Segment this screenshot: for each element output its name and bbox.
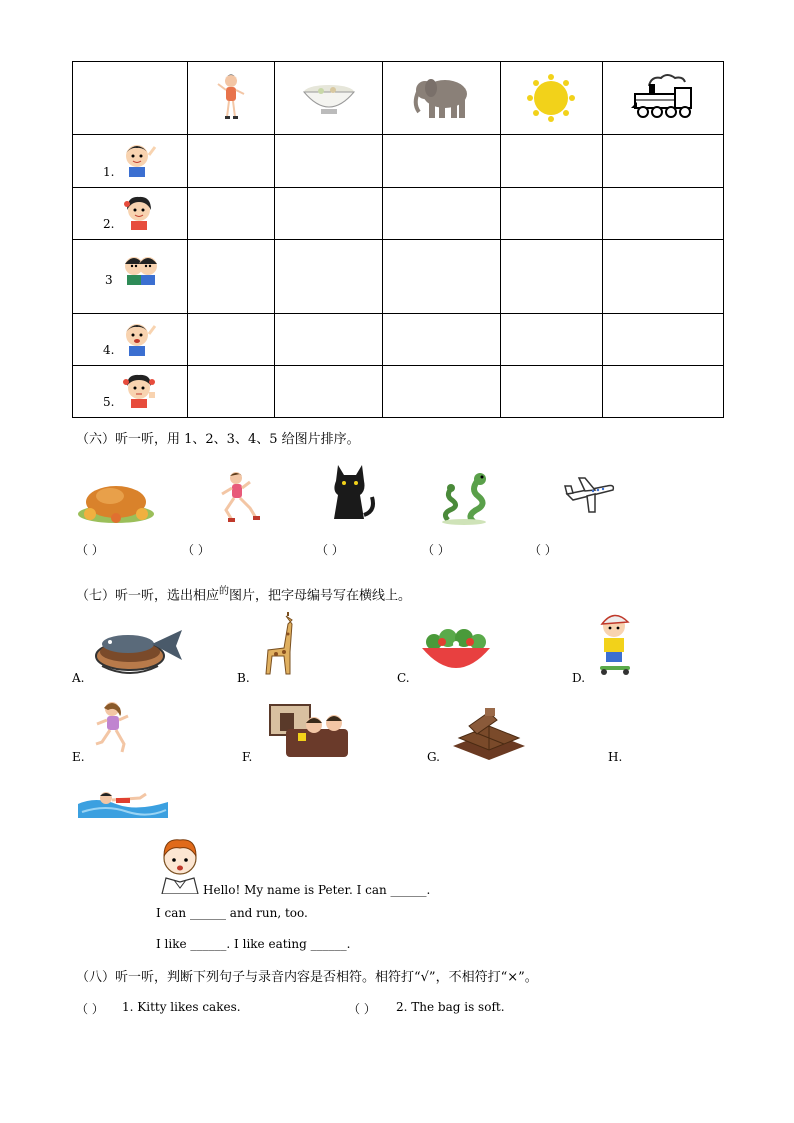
header-cell-train <box>603 62 724 135</box>
answer-cell[interactable] <box>501 135 603 188</box>
boy-waving-icon <box>121 141 157 177</box>
peter-line-3: I like ______. I like eating ______. <box>156 937 351 951</box>
airplane-icon <box>563 474 617 518</box>
answer-bracket[interactable]: （ ） <box>348 1002 376 1016</box>
girl-dancing-icon <box>216 72 246 124</box>
answer-bracket[interactable]: （ ） <box>316 543 344 557</box>
black-cat-icon <box>330 461 378 523</box>
option-letter: H. <box>608 750 623 764</box>
header-cell-elephant <box>383 62 501 135</box>
listening-table <box>72 61 724 418</box>
option-letter: B. <box>237 671 250 685</box>
roast-chicken-icon <box>76 474 156 526</box>
giraffe-icon <box>258 612 306 678</box>
answer-cell[interactable] <box>603 188 724 240</box>
answer-cell[interactable] <box>383 135 501 188</box>
bowl-of-rice-icon <box>301 78 357 118</box>
row-number: 5. <box>103 395 115 409</box>
row-label-cell <box>73 314 188 366</box>
option-letter: A. <box>72 671 85 685</box>
option-letter: D. <box>572 671 586 685</box>
header-cell-girl <box>188 62 275 135</box>
row-number: 4. <box>103 343 115 357</box>
row-label-cell <box>73 366 188 418</box>
answer-cell[interactable] <box>603 366 724 418</box>
answer-cell[interactable] <box>188 314 275 366</box>
skating-boy-icon <box>594 612 636 678</box>
girl-thinking-icon <box>121 372 157 408</box>
option-letter: C. <box>397 671 410 685</box>
header-cell-rice <box>275 62 383 135</box>
statement-2: 2. The bag is soft. <box>396 1000 505 1014</box>
section-7-title-part: （七）听一听，选出相应 <box>76 588 220 604</box>
answer-cell[interactable] <box>188 240 275 314</box>
answer-cell[interactable] <box>501 240 603 314</box>
answer-cell[interactable] <box>383 366 501 418</box>
row-label-cell <box>73 240 188 314</box>
answer-cell[interactable] <box>188 188 275 240</box>
salad-bowl-icon <box>418 628 494 680</box>
answer-cell[interactable] <box>603 314 724 366</box>
running-girl-icon <box>92 700 136 756</box>
answer-bracket[interactable]: （ ） <box>422 543 450 557</box>
section-8-title: （八）听一听，判断下列句子与录音内容是否相符。相符打“√”，不相符打“×”。 <box>76 970 538 985</box>
girl-face-icon <box>121 194 157 230</box>
section-7-title <box>76 582 411 603</box>
corner-cell <box>73 62 188 135</box>
steam-train-icon <box>631 72 695 120</box>
section-7-title-part: 的 <box>219 586 230 597</box>
answer-cell[interactable] <box>603 240 724 314</box>
snakes-icon <box>440 470 504 526</box>
boy-waving-icon <box>121 320 157 356</box>
row-number: 1. <box>103 165 115 179</box>
header-cell-sun <box>501 62 603 135</box>
answer-cell[interactable] <box>275 366 383 418</box>
answer-cell[interactable] <box>383 188 501 240</box>
row-number: 3 <box>105 273 113 287</box>
answer-bracket[interactable]: （ ） <box>182 543 210 557</box>
answer-cell[interactable] <box>275 314 383 366</box>
answer-cell[interactable] <box>275 240 383 314</box>
answer-cell[interactable] <box>383 240 501 314</box>
section-7-title-part: 图片，把字母编号写在横线上。 <box>229 588 412 604</box>
answer-cell[interactable] <box>275 135 383 188</box>
answer-bracket[interactable]: （ ） <box>76 543 104 557</box>
fish-dish-icon <box>92 622 186 678</box>
answer-cell[interactable] <box>501 188 603 240</box>
answer-cell[interactable] <box>275 188 383 240</box>
row-number: 2. <box>103 217 115 231</box>
answer-bracket[interactable]: （ ） <box>76 1002 104 1016</box>
elephant-icon <box>411 74 471 120</box>
swimming-icon <box>76 782 170 822</box>
running-girl-icon <box>214 470 264 526</box>
two-boys-icon <box>121 252 161 286</box>
section-6-title: （六）听一听，用 1、2、3、4、5 给图片排序。 <box>76 432 360 447</box>
peter-line-1: Hello! My name is Peter. I can ______. <box>203 883 431 897</box>
chocolate-icon <box>449 706 529 760</box>
option-letter: G. <box>427 750 440 764</box>
answer-bracket[interactable]: （ ） <box>529 543 557 557</box>
answer-cell[interactable] <box>188 135 275 188</box>
answer-cell[interactable] <box>188 366 275 418</box>
row-label-cell <box>73 135 188 188</box>
boy-peter-icon <box>156 836 204 894</box>
option-letter: F. <box>242 750 253 764</box>
answer-cell[interactable] <box>383 314 501 366</box>
option-letter: E. <box>72 750 85 764</box>
answer-cell[interactable] <box>501 366 603 418</box>
peter-line-2: I can ______ and run, too. <box>156 906 308 920</box>
cinema-icon <box>268 703 354 761</box>
statement-1: 1. Kitty likes cakes. <box>122 1000 241 1014</box>
yellow-sun-icon <box>525 72 577 124</box>
row-label-cell <box>73 188 188 240</box>
answer-cell[interactable] <box>603 135 724 188</box>
answer-cell[interactable] <box>501 314 603 366</box>
